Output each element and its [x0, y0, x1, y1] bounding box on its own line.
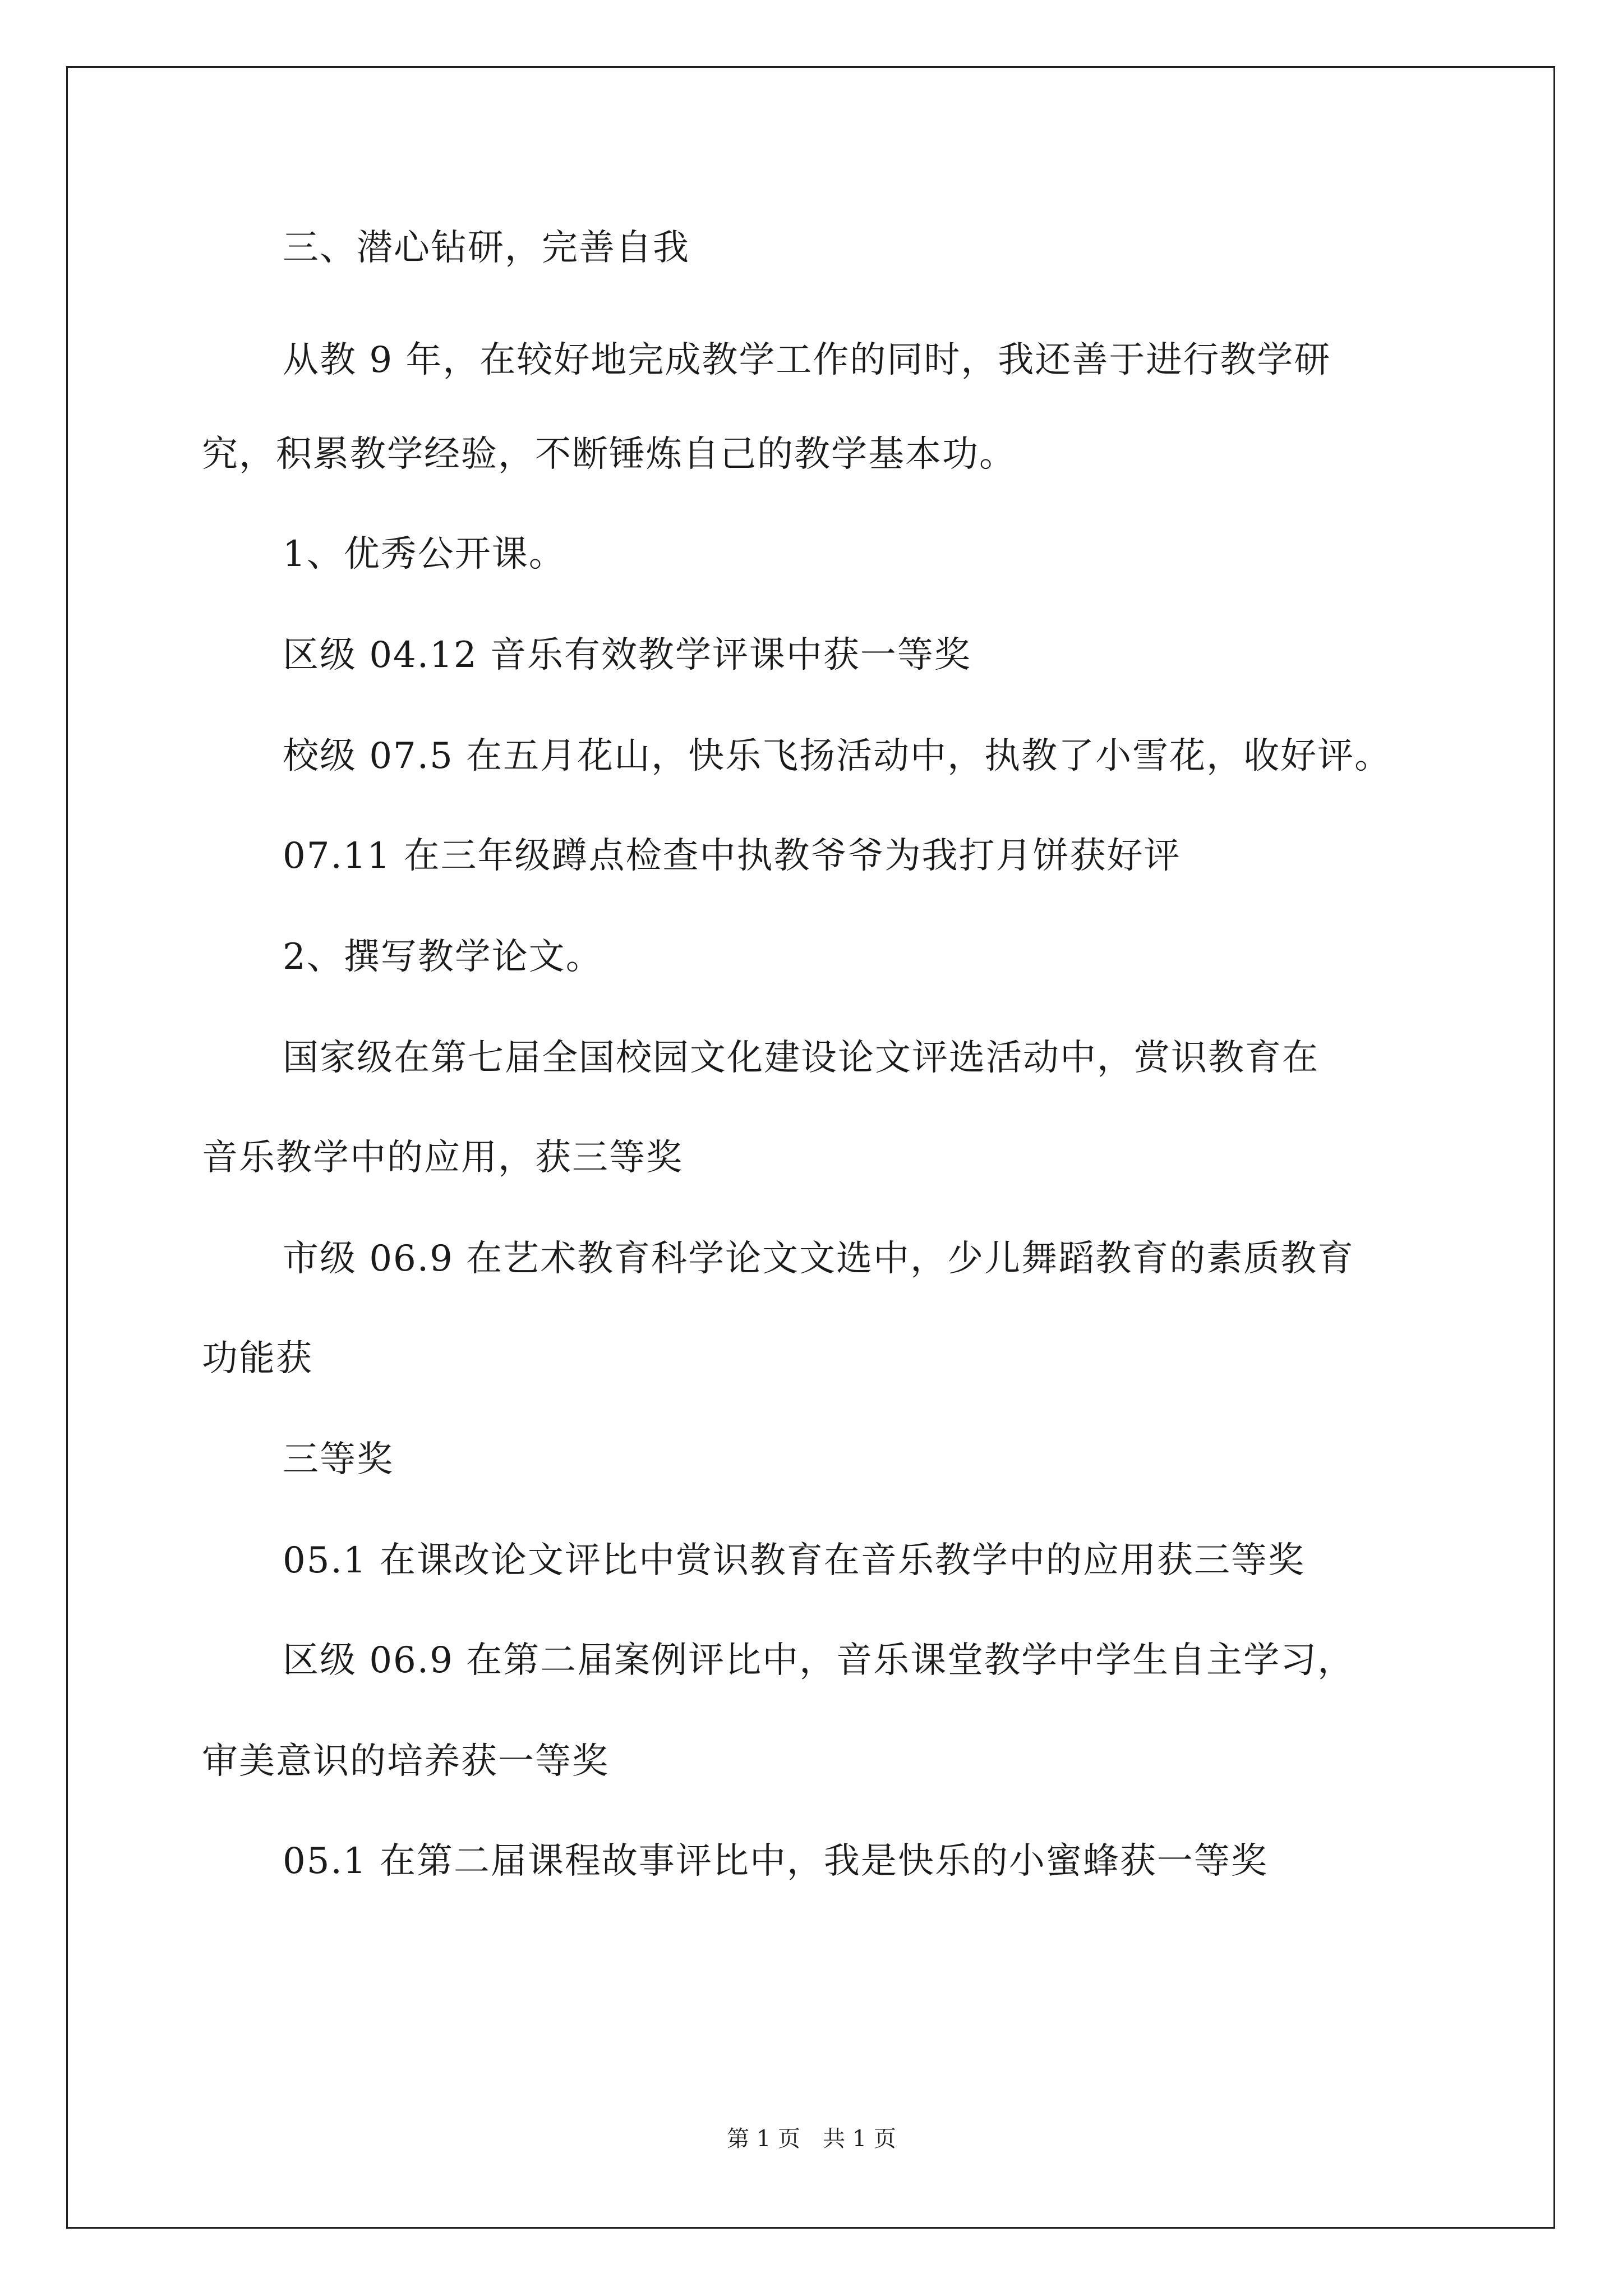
award-line: 07.11 在三年级蹲点检查中执教爷爷为我打月饼获好评	[283, 835, 1181, 877]
page-number: 第 1 页	[727, 2126, 800, 2152]
page-footer	[0, 2125, 1623, 2153]
list-heading: 1、优秀公开课。	[283, 533, 566, 575]
award-line: 校级 07.5 在五月花山，快乐飞扬活动中，执教了小雪花，收好评。	[283, 735, 1392, 777]
paragraph-line: 从教 9 年，在较好地完成教学工作的同时，我还善于进行教学研	[283, 339, 1331, 381]
award-line: 音乐教学中的应用，获三等奖	[202, 1137, 683, 1179]
award-line: 05.1 在第二届课程故事评比中，我是快乐的小蜜蜂获一等奖	[283, 1841, 1268, 1882]
award-line: 审美意识的培养获一等奖	[202, 1741, 609, 1782]
award-line: 三等奖	[283, 1439, 394, 1480]
paragraph-line: 究，积累教学经验，不断锤炼自己的教学基本功。	[202, 434, 1016, 475]
award-line: 05.1 在课改论文评比中赏识教育在音乐教学中的应用获三等奖	[283, 1540, 1305, 1581]
list-heading: 2、撰写教学论文。	[283, 936, 603, 978]
page-total: 共 1 页	[823, 2126, 896, 2152]
award-line: 国家级在第七届全国校园文化建设论文评选活动中，赏识教育在	[283, 1037, 1319, 1079]
award-line: 区级 04.12 音乐有效教学评课中获一等奖	[283, 634, 971, 676]
award-line: 功能获	[202, 1338, 313, 1379]
award-line: 区级 06.9 在第二届案例评比中，音乐课堂教学中学生自主学习，	[283, 1640, 1355, 1681]
award-line: 市级 06.9 在艺术教育科学论文文选中，少儿舞蹈教育的素质教育	[283, 1238, 1355, 1280]
section-heading: 三、潜心钻研，完善自我	[283, 227, 690, 269]
